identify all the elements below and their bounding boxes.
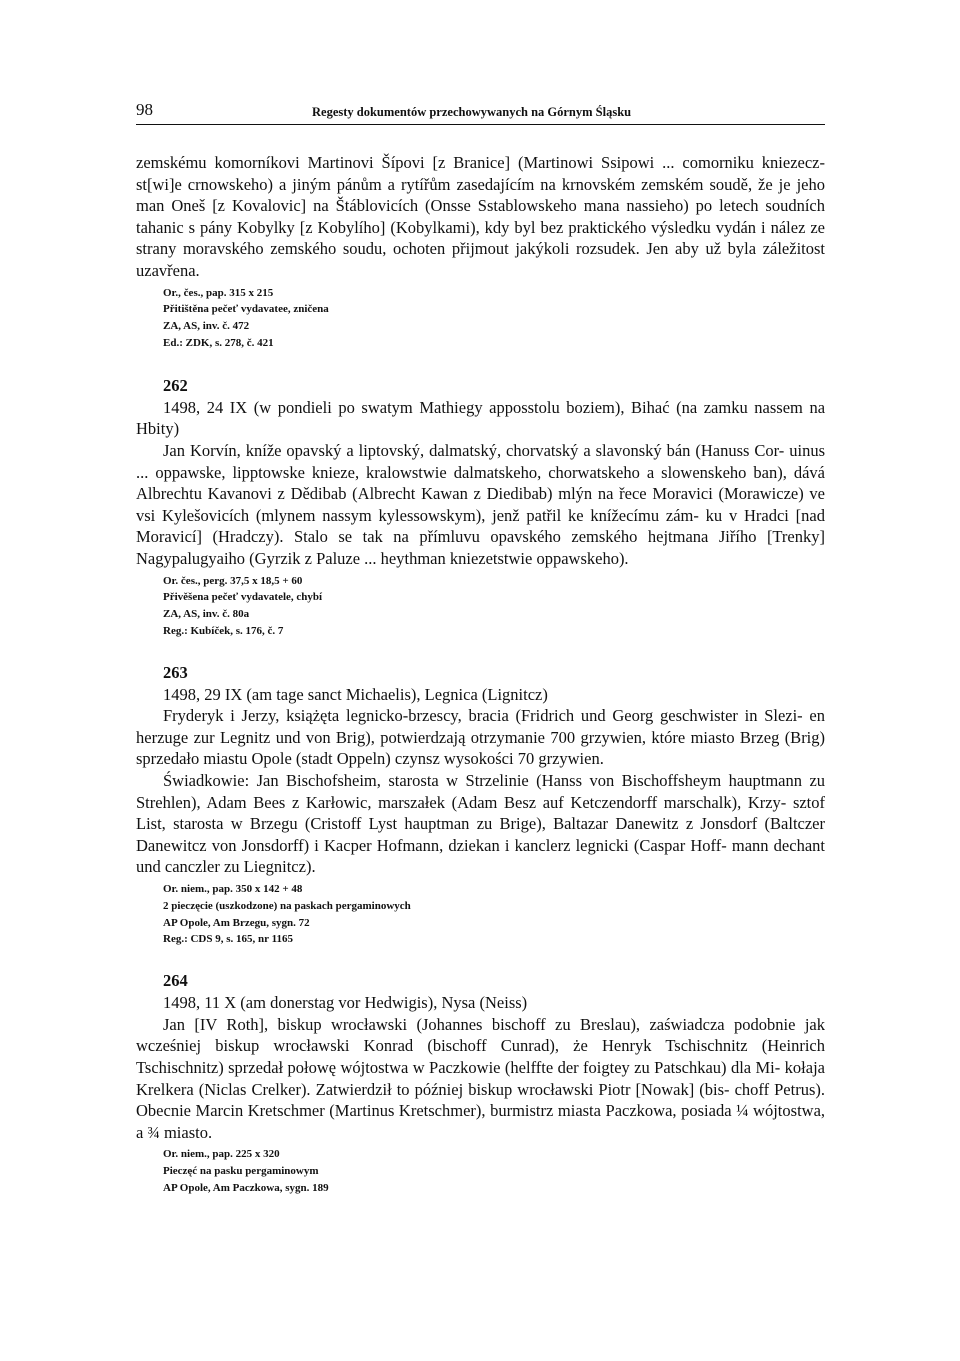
note-line: Reg.: CDS 9, s. 165, nr 1165 [163, 933, 293, 946]
text-line: choff Petrus). Obecnie Marcin Kretschmer (Martinus Kretschmer), burmistrz miasta Paczkowa, [136, 1079, 826, 1121]
archival-notes [136, 881, 825, 948]
text-line: Jan Korvín, kníže opavský a liptovský, dalmatský, chorvatský a slavonský bán (Hanuss Cor- [163, 440, 785, 460]
note-line: Or. niem., pap. 225 x 320 [163, 1148, 280, 1161]
text-line: Fryderyk i Jerzy, książęta legnicko-brzescy, bracia (Fridrich und Georg geschwister in Slezi- [163, 706, 803, 726]
text-line: zemskému komorníkovi Martinovi Šípovi [z Branice] (Martinowi Ssipowi ... comorniku kniezecz- [136, 153, 825, 172]
entry-number: 264 [163, 971, 188, 991]
note-line: ZA, AS, inv. č. 80a [163, 608, 250, 621]
text-line: na Hbity) [136, 397, 826, 439]
text-line: vydán i nález ze strany moravského zemského soudu, ochoten přijmout jakýkoli rozsudek. Jen [136, 217, 826, 259]
continuation-paragraph [136, 152, 825, 282]
entry-number: 262 [163, 375, 188, 395]
note-line: Or. čes., perg. 37,5 x 18,5 + 60 [163, 574, 303, 587]
entry-date [136, 992, 825, 1014]
text-line: soudních tahanic s pány Kobylky [z Kobylího] (Kobylkami), kdy byl bez praktického výsledku [136, 196, 825, 237]
text-line: 1498, 29 IX (am tage sanct Michaelis), Legnica (Lignitcz) [163, 684, 548, 704]
text-line: ban), dává Albrechtu Kavanovi z Dědibab (Albrecht Kawan z Diedibab) mlýn na řece Moravici [136, 462, 825, 504]
text-line: 1498, 11 X (am donerstag vor Hedwigis), Nysa (Neiss) [163, 993, 528, 1013]
text-line: sztof List, starosta w Brzegu (Cristoff Lyst hauptman zu Brige), Baltazar Danewitz z Jonsdorf [136, 792, 826, 834]
text-line: en herzuge zur Legnitz und von Brig), potwierdzają otrzymanie 700 grzywien, które miasto Brzeg [136, 706, 825, 747]
note-line: Or., čes., pap. 315 x 215 [163, 286, 274, 299]
note-line: 2 pieczęcie (uszkodzone) na paskach pergaminowych [163, 899, 411, 912]
text-line: zu Strehlen), Adam Bees z Karłowic, marszałek (Adam Besz auf Ketczendorff marschalk), Krzy- [136, 771, 826, 812]
text-line: 1498, 24 IX (w pondieli po swatym Mathiegy apposstolu boziem), Bihać (na zamku nassem [163, 397, 803, 417]
text-line: uinus ... oppawske, lipptowske knieze, kralowstwie dalmatskeho, chorwatskeho a slowenskeho [136, 440, 825, 482]
note-line: AP Opole, Am Paczkowa, sygn. 189 [163, 1181, 329, 1194]
text-line: (Morawicze) ve vsi Kylešovicích (mlynem nassym kylessowskym), jenž patřil ke knížecímu zám- [136, 484, 826, 525]
text-line: ku v Hradci [nad Moravicí] (Hradczy). Stalo se tak na přímluvu opavského zemského hejtmana [136, 505, 825, 547]
note-line: Přitištěna pečeť vydavatee, zničena [163, 303, 329, 316]
entry-paragraph [136, 770, 825, 878]
text-line: posiada ¼ wójtostwa, a ¾ miasto. [136, 1101, 826, 1142]
text-line: jak wcześniej biskup wrocławski Konrad (bischoff Cunrad), że Henryk Tschischnitz (Heinrich [136, 1014, 826, 1056]
archival-notes [136, 1146, 825, 1196]
text-line: (Baltczer Danewitcz von Jonsdorff) i Kacper Hofmann, dziekan i kanclerz legnicki (Caspar Hoff- [136, 814, 826, 855]
entry-number: 263 [163, 662, 188, 682]
page-body [136, 152, 825, 1197]
note-line: ZA, AS, inv. č. 472 [163, 320, 250, 333]
text-line: Jan [IV Roth], biskup wrocławski (Johannes bischoff zu Breslau), zaświadcza podobnie [163, 1014, 796, 1034]
text-line: Tschischnitz) sprzedał połowę wójtostwa w Paczkowie (helffte der foigtey zu Patschkau) dla Mi- [136, 1058, 781, 1077]
archival-notes [136, 285, 825, 352]
text-line: st[wi]e crnowskeho) a jiným pánům a rytířům zasedajícím na krnovském zemském soudě, že je [136, 174, 791, 194]
note-line: Or. niem., pap. 350 x 142 + 48 [163, 883, 303, 896]
text-line: (Brig) sprzedało miastu Opole (stadt Oppeln) czynsz wysokości 70 grzywien. [136, 727, 826, 769]
text-line: mann dechant und canczler zu Liegnitcz). [136, 835, 825, 877]
note-line: Reg.: Kubíček, s. 176, č. 7 [163, 624, 284, 637]
entry-paragraph [136, 705, 825, 770]
text-line: kołaja Krelkera (Niclas Crelker). Zatwierdził to później biskup wrocławski Piotr [Nowak] (bis- [136, 1058, 825, 1099]
entry-date [136, 397, 825, 440]
page-number: 98 [136, 100, 153, 119]
page-header [136, 100, 825, 125]
running-title: Regesty dokumentów przechowywanych na Górnym Śląsku [312, 105, 632, 119]
text-line: Świadkowie: Jan Bischofsheim, starosta w Strzelinie (Hanss von Bischoffsheym hauptmann [163, 771, 802, 791]
note-line: AP Opole, Am Brzegu, sygn. 72 [163, 916, 310, 929]
entry-date [136, 684, 825, 706]
text-line: aby už byla záležitost uzavřena. [136, 239, 825, 280]
note-line: Pieczęć na pasku pergaminowym [163, 1165, 319, 1178]
archival-notes [136, 573, 825, 640]
entry-paragraph [136, 440, 825, 570]
entry-paragraph [136, 1014, 825, 1144]
note-line: Přivěšena pečeť vydavatele, chybí [163, 591, 323, 604]
note-line: Ed.: ZDK, s. 278, č. 421 [163, 336, 274, 349]
text-line: Jiřího [Trenky] Nagypalugyaiho (Gyrzik z Paluze ... heythman kniezetstwie oppawskeho). [136, 527, 825, 568]
text-line: jeho man Oneš [z Kovalovic] na Štáblovicích (Onsse Sstablowskeho mana nassieho) po letech [136, 174, 825, 216]
